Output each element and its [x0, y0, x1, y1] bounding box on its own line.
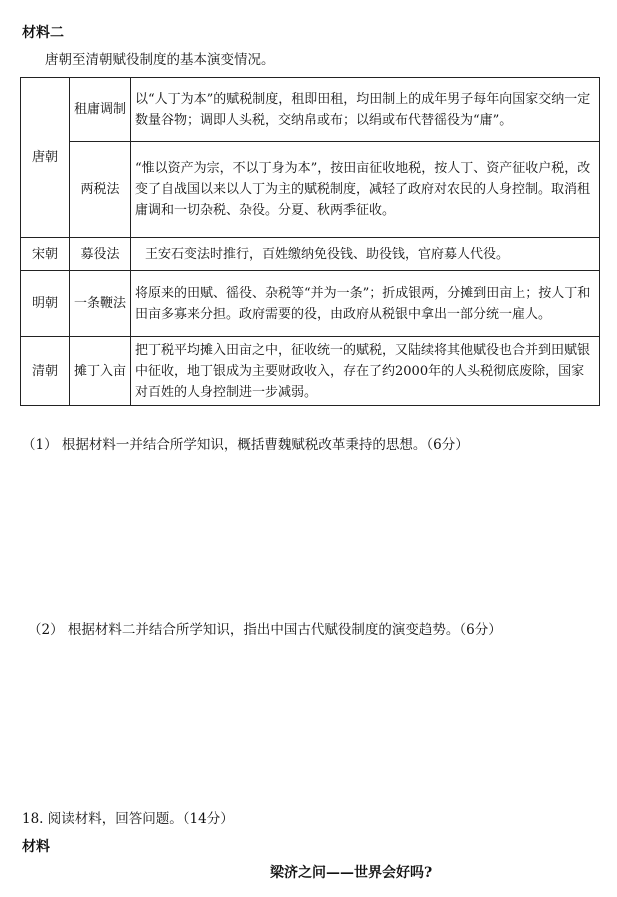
dynasty-cell: 清朝	[21, 337, 70, 406]
table-row	[21, 238, 600, 271]
dynasty-cell: 宋朝	[21, 238, 70, 271]
tax-system-table	[20, 77, 600, 406]
policy-cell: 两税法	[70, 142, 131, 238]
policy-cell: 摊丁入亩	[70, 337, 131, 406]
material-subtitle: 梁济之问——世界会好吗?	[270, 865, 433, 881]
question-1: （1） 根据材料一并结合所学知识，概括曹魏赋税改革秉持的思想。（6分）	[22, 437, 469, 453]
policy-cell: 租庸调制	[70, 78, 131, 142]
description-cell: “惟以资产为宗，不以丁身为本”，按田亩征收地税，按人丁、资产征收户税，改变了自战国以来以人丁为主的赋税制度，减轻了政府对农民的人身控制。取消租庸调和一切杂税、杂役。分夏、秋两季征收。	[131, 142, 600, 238]
description-cell: 将原来的田赋、徭役、杂税等“并为一条”；折成银两，分摊到田亩上；按人丁和田亩多寡来分担。政府需要的役，由政府从税银中拿出一部分统一雇人。	[131, 271, 600, 337]
policy-cell: 募役法	[70, 238, 131, 271]
table-row	[21, 271, 600, 337]
description-cell: 王安石变法时推行，百姓缴纳免役钱、助役钱，官府募人代役。	[131, 238, 600, 271]
description-cell: 把丁税平均摊入田亩之中，征收统一的赋税，又陆续将其他赋役也合并到田赋银中征收，地丁银成为主要财政收入，存在了约2000年的人头税彻底废除，国家对百姓的人身控制进一步减弱。	[131, 337, 600, 406]
material-heading: 材料二	[22, 25, 64, 41]
table-row	[21, 142, 600, 238]
policy-cell: 一条鞭法	[70, 271, 131, 337]
question-18: 18. 阅读材料，回答问题。（14分）	[22, 811, 234, 827]
dynasty-cell: 唐朝	[21, 78, 70, 238]
table-row	[21, 78, 600, 142]
table-caption: 唐朝至清朝赋役制度的基本演变情况。	[45, 52, 275, 68]
dynasty-cell: 明朝	[21, 271, 70, 337]
description-cell: 以“人丁为本”的赋税制度，租即田租，均田制上的成年男子每年向国家交纳一定数量谷物；调即人头税，交纳帛或布；以绢或布代替徭役为“庸”。	[131, 78, 600, 142]
question-2: （2） 根据材料二并结合所学知识，指出中国古代赋役制度的演变趋势。（6分）	[28, 622, 502, 638]
table-row	[21, 337, 600, 406]
material-label: 材料	[22, 839, 50, 855]
